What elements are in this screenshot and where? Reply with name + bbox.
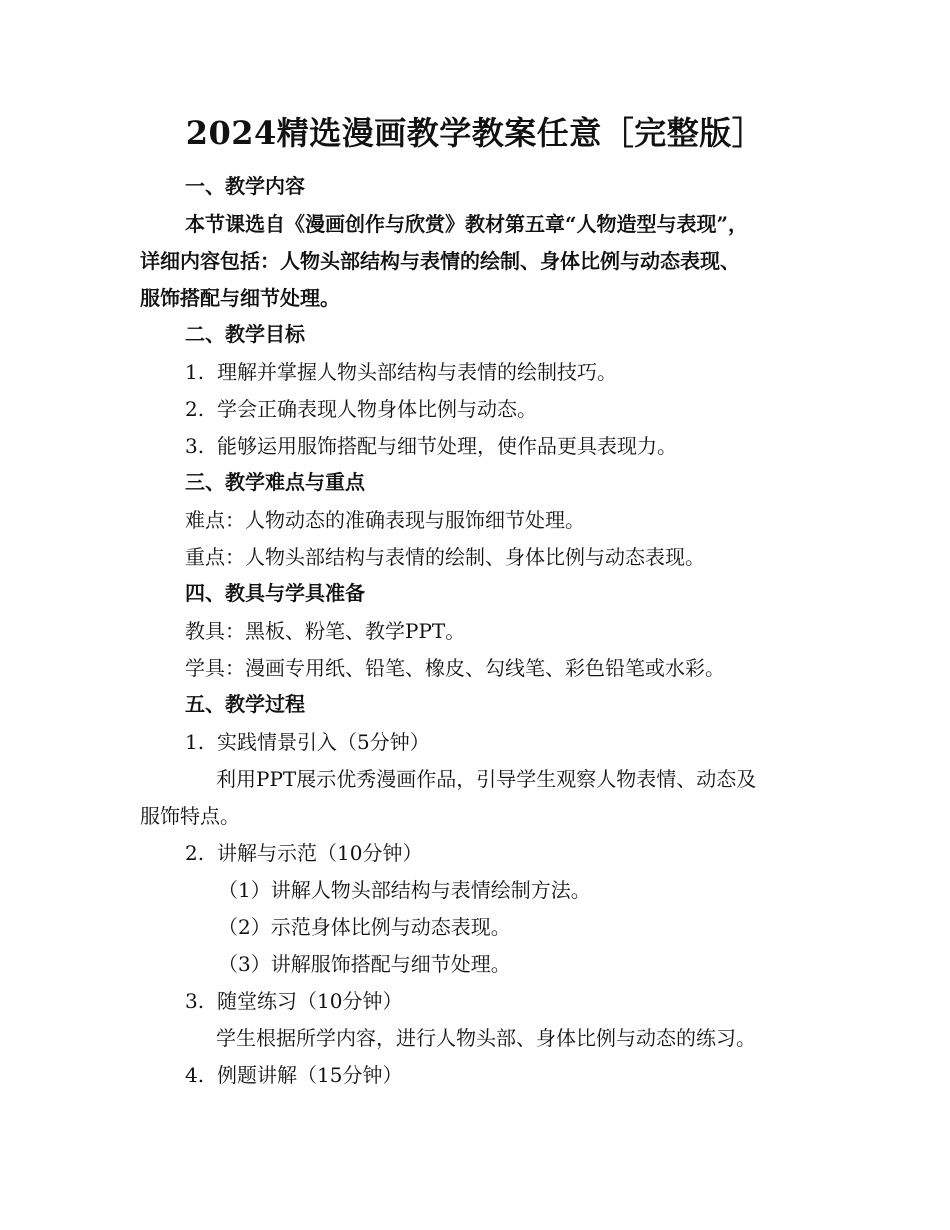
goal-item [185,360,617,384]
step-number: 1. [185,730,205,754]
section-heading-tools: 四、教具与学具准备 [185,581,365,605]
process-step-title [185,841,422,865]
key-point-text: 重点：人物头部结构与表情的绘制、身体比例与动态表现。 [185,545,705,569]
process-step-text: 服饰特点。 [140,804,240,828]
process-sub-item: （3）讲解服饰搭配与细节处理。 [218,952,511,976]
goal-item [185,434,677,458]
step-number: 4. [185,1063,205,1087]
student-tools-text: 学具：漫画专用纸、铅笔、橡皮、勾线笔、彩色铅笔或水彩。 [185,656,725,680]
step-title: 实践情景引入（5分钟） [217,730,430,754]
goal-number: 2. [185,397,205,421]
document-title: 2024精选漫画教学教案任意［完整版］ [185,114,765,152]
process-step-title [185,1063,402,1087]
process-step-title [185,730,430,754]
step-title: 讲解与示范（10分钟） [217,841,423,865]
goal-number: 3. [185,434,205,458]
goal-text: 能够运用服饰搭配与细节处理，使作品更具表现力。 [217,434,677,458]
step-title: 随堂练习（10分钟） [217,989,403,1013]
process-sub-item: （1）讲解人物头部结构与表情绘制方法。 [218,878,591,902]
content-paragraph-line: 服饰搭配与细节处理。 [140,286,340,310]
step-number: 3. [185,989,205,1013]
process-sub-item: （2）示范身体比例与动态表现。 [218,915,511,939]
section-heading-difficulties: 三、教学难点与重点 [185,470,365,494]
section-heading-goals: 二、教学目标 [185,322,305,346]
content-paragraph-line: 详细内容包括：人物头部结构与表情的绘制、身体比例与动态表现、 [140,249,740,273]
difficulty-text: 难点：人物动态的准确表现与服饰细节处理。 [185,508,585,532]
step-title: 例题讲解（15分钟） [217,1063,403,1087]
content-paragraph-line: 本节课选自《漫画创作与欣赏》教材第五章“人物造型与表现”， [185,212,749,236]
section-heading-content: 一、教学内容 [185,174,305,198]
goal-text: 学会正确表现人物身体比例与动态。 [217,397,537,421]
step-number: 2. [185,841,205,865]
section-heading-process: 五、教学过程 [185,692,305,716]
process-step-text: 利用PPT展示优秀漫画作品，引导学生观察人物表情、动态及 [216,767,757,791]
goal-number: 1. [185,360,205,384]
teacher-tools-text: 教具：黑板、粉笔、教学PPT。 [185,619,466,643]
goal-item [185,397,537,421]
goal-text: 理解并掌握人物头部结构与表情的绘制技巧。 [217,360,617,384]
process-step-text: 学生根据所学内容，进行人物头部、身体比例与动态的练习。 [216,1026,756,1050]
process-step-title [185,989,402,1013]
